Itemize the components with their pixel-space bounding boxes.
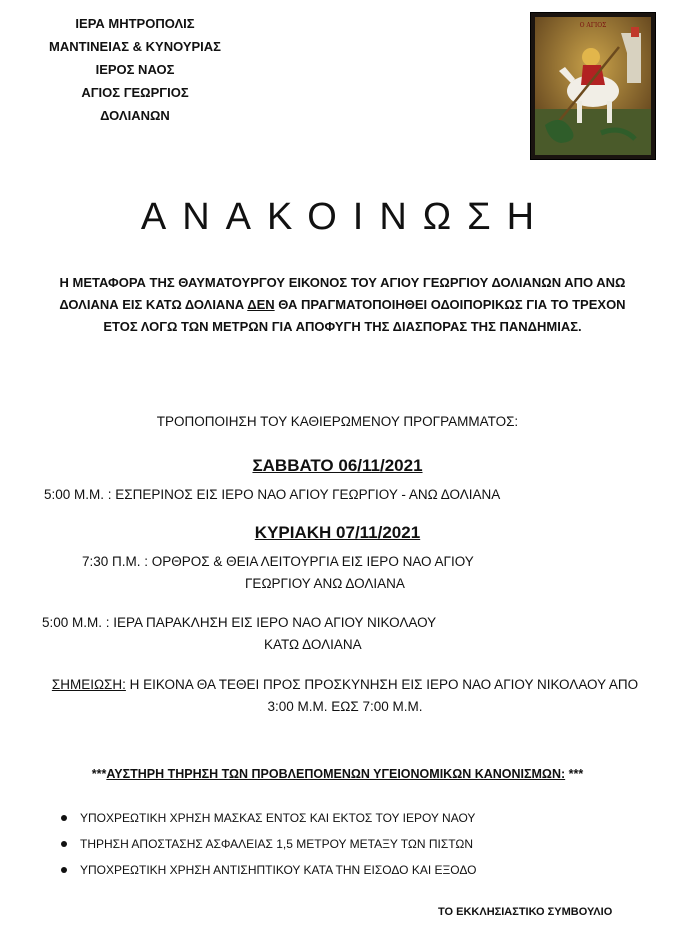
- bullet-icon: [61, 841, 67, 847]
- sunday-event-line: 7:30 Π.Μ. : ΟΡΘΡΟΣ & ΘΕΙΑ ΛΕΙΤΟΥΡΓΙΑ ΕΙΣ ΙΕΡΟ ΝΑΟ ΑΓΙΟΥ: [82, 554, 474, 569]
- modification-heading: ΤΡΟΠΟΠΟΙΗΣΗ ΤΟΥ ΚΑΘΙΕΡΩΜΕΝΟΥ ΠΡΟΓΡΑΜΜΑΤΟΣ:: [156, 414, 519, 429]
- list-item: [58, 831, 476, 857]
- rules-suffix: ***: [565, 767, 584, 781]
- footer-signature: ΤΟ ΕΚΚΛΗΣΙΑΣΤΙΚΟ ΣΥΜΒΟΥΛΙΟ: [438, 906, 613, 918]
- rule-text: ΥΠΟΧΡΕΩΤΙΚΗ ΧΡΗΣΗ ΑΝΤΙΣΗΠΤΙΚΟΥ ΚΑΤΑ ΤΗΝ ΕΙΣΟΔΟ ΚΑΙ ΕΞΟΔΟ: [80, 863, 477, 877]
- saint-george-icon: [530, 12, 656, 160]
- sunday-event-line: 5:00 Μ.Μ. : ΙΕΡΑ ΠΑΡΑΚΛΗΣΗ ΕΙΣ ΙΕΡΟ ΝΑΟ ΑΓΙΟΥ ΝΙΚΟΛΑΟΥ: [42, 615, 437, 630]
- list-item: [58, 857, 476, 883]
- header-line: ΑΓΙΟΣ ΓΕΩΡΓΙΟΣ: [81, 85, 189, 100]
- list-item: [58, 805, 476, 831]
- sunday-event-line: ΓΕΩΡΓΙΟΥ ΑΝΩ ΔΟΛΙΑΝΑ: [245, 576, 405, 591]
- saturday-event: 5:00 Μ.Μ. : ΕΣΠΕΡΙΝΟΣ ΕΙΣ ΙΕΡΟ ΝΑΟ ΑΓΙΟΥ ΓΕΩΡΓΙΟΥ - ΑΝΩ ΔΟΛΙΑΝΑ: [44, 487, 501, 502]
- header-line: ΔΟΛΙΑΝΩΝ: [100, 108, 170, 123]
- page-title: ΑΝΑΚΟΙΝΩΣΗ: [140, 196, 551, 238]
- header-line: ΜΑΝΤΙΝΕΙΑΣ & ΚΥΝΟΥΡΙΑΣ: [49, 39, 221, 54]
- rule-text: ΤΗΡΗΣΗ ΑΠΟΣΤΑΣΗΣ ΑΣΦΑΛΕΙΑΣ 1,5 ΜΕΤΡΟΥ ΜΕΤΑΞΥ ΤΩΝ ΠΙΣΤΩΝ: [80, 837, 474, 851]
- sunday-heading: ΚΥΡΙΑΚΗ 07/11/2021: [254, 523, 421, 542]
- bullet-icon: [61, 815, 67, 821]
- header-line: ΙΕΡΑ ΜΗΤΡΟΠΟΛΙΣ: [75, 16, 195, 31]
- announcement-emphasis: ΔΕΝ: [247, 297, 275, 312]
- rules-heading: [0, 767, 675, 781]
- sunday-event-line: ΚΑΤΩ ΔΟΛΙΑΝΑ: [264, 637, 362, 652]
- announcement-part: ΘΑ ΠΡΑΓΜΑΤΟΠΟΙΗΘΕΙ ΟΔΟΙΠΟΡΙΚΩΣ ΓΙΑ ΤΟ ΤΡΕΧΟΝ ΕΤΟΣ ΛΟΓΩ ΤΩΝ ΜΕΤΡΩΝ ΓΙΑ ΑΠΟΦΥΓΗ ΤΗΣ ΔΙΑΣΠΟΡΑΣ ΤΗΣ ΠΑΝΔΗΜΙΑΣ.: [103, 297, 626, 334]
- bullet-icon: [61, 867, 67, 873]
- saturday-heading: ΣΑΒΒΑΤΟ 06/11/2021: [252, 456, 423, 475]
- note-text: Η ΕΙΚΟΝΑ ΘΑ ΤΕΘΕΙ ΠΡΟΣ ΠΡΟΣΚΥΝΗΣΗ ΕΙΣ ΙΕΡΟ ΝΑΟ ΑΓΙΟΥ ΝΙΚΟΛΑΟΥ ΑΠΟ 3:00 Μ.Μ. ΕΩΣ 7:00 Μ.Μ.: [125, 677, 639, 714]
- rule-text: ΥΠΟΧΡΕΩΤΙΚΗ ΧΡΗΣΗ ΜΑΣΚΑΣ ΕΝΤΟΣ ΚΑΙ ΕΚΤΟΣ ΤΟΥ ΙΕΡΟΥ ΝΑΟΥ: [80, 811, 476, 825]
- rules-prefix: ***: [91, 767, 107, 781]
- announcement-text: [55, 272, 630, 338]
- note-label: ΣΗΜΕΙΩΣΗ:: [51, 677, 126, 692]
- rules-heading-text: ΑΥΣΤΗΡΗ ΤΗΡΗΣΗ ΤΩΝ ΠΡΟΒΛΕΠΟΜΕΝΩΝ ΥΓΕΙΟΝΟΜΙΚΩΝ ΚΑΝΟΝΙΣΜΩΝ:: [106, 767, 566, 781]
- header-line: ΙΕΡΟΣ ΝΑΟΣ: [95, 62, 175, 77]
- church-header: [20, 12, 250, 127]
- svg-text:Ο ΑΓΙΟΣ: Ο ΑΓΙΟΣ: [579, 22, 607, 29]
- note: [50, 674, 640, 718]
- announcement-part: Η ΜΕΤΑΦΟΡΑ ΤΗΣ ΘΑΥΜΑΤΟΥΡΓΟΥ ΕΙΚΟΝΟΣ ΤΟΥ ΑΓΙΟΥ ΓΕΩΡΓΙΟΥ ΔΟΛΙΑΝΩΝ ΑΠΟ ΑΝΩ ΔΟΛΙΑΝΑ ΕΙΣ ΚΑΤΩ ΔΟΛΙΑΝΑ: [59, 275, 626, 312]
- rules-list: [58, 805, 476, 883]
